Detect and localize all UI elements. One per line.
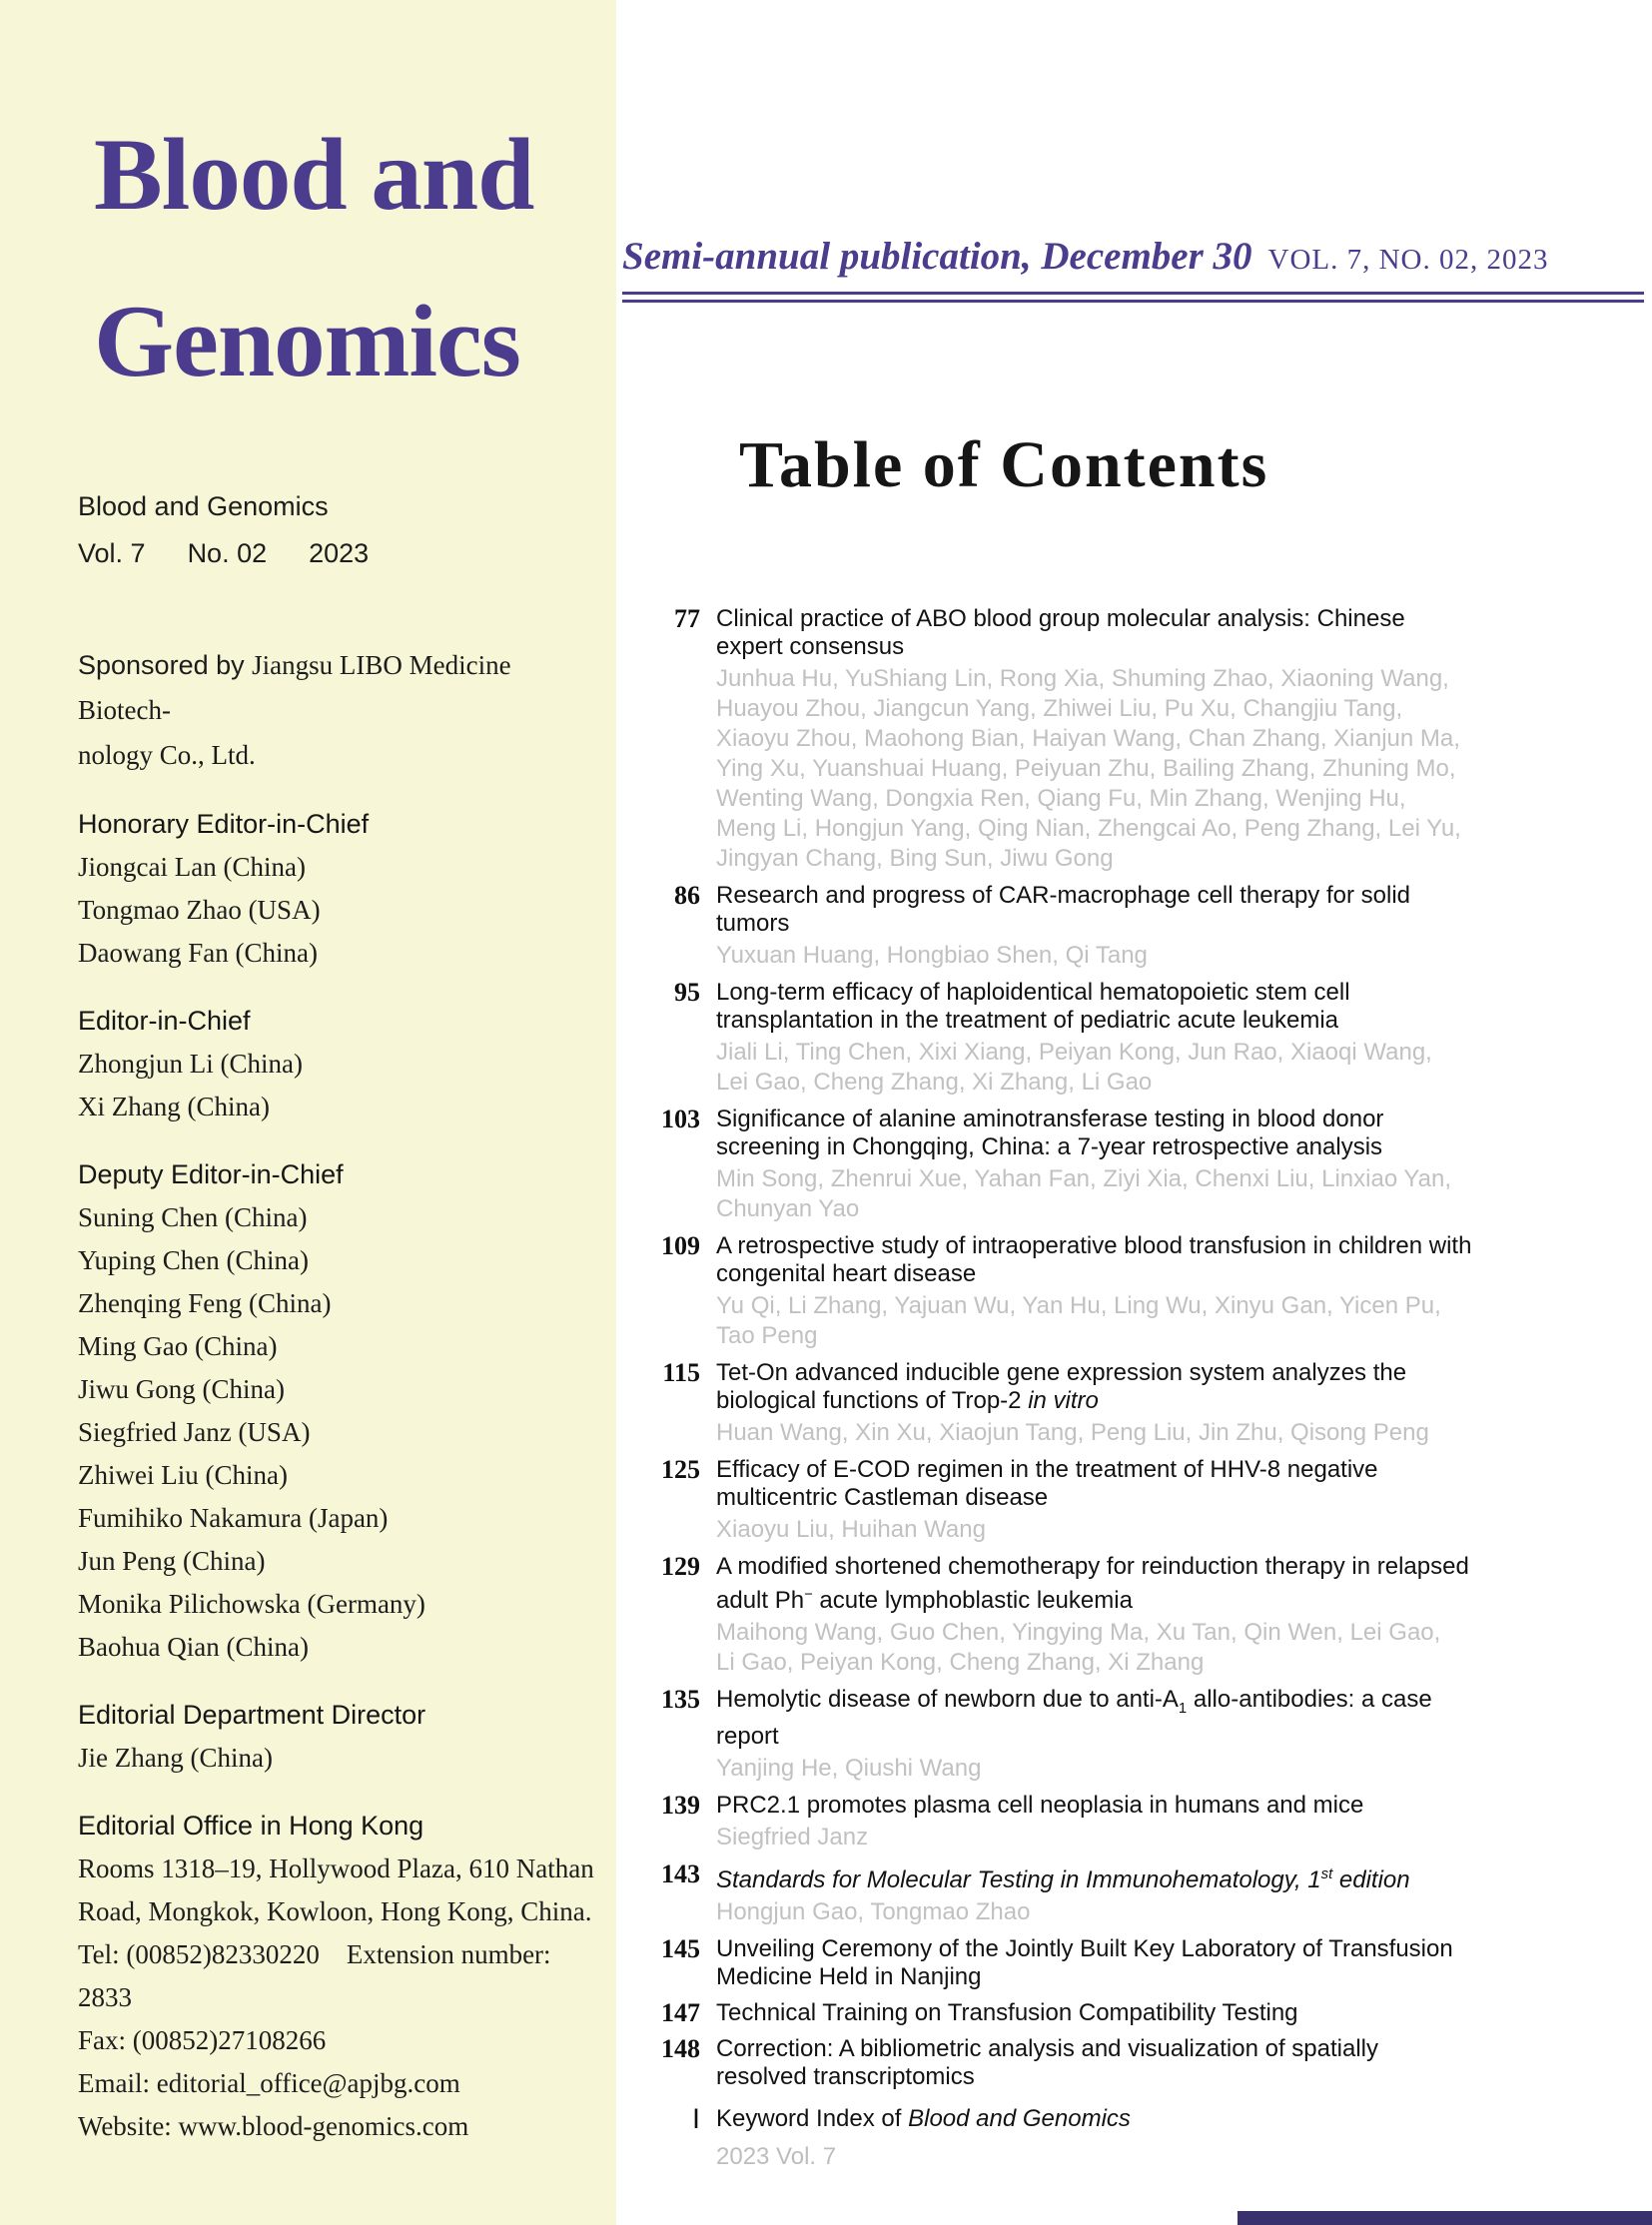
toc-author-line: Jingyan Chang, Bing Sun, Jiwu Gong (716, 845, 1114, 872)
title-segment: − (804, 1587, 813, 1603)
journal-name: Blood and Genomics (78, 490, 329, 521)
toc-entry-authors (716, 1823, 1551, 1853)
toc-entry-body (716, 2105, 1551, 2133)
title-segment: edition (1332, 1865, 1410, 1893)
toc-entry-title (716, 910, 1551, 938)
sidebar-section-line: Baohua Qian (China) (78, 1631, 309, 1662)
journal-masthead (94, 92, 598, 425)
sidebar-section-heading: Editor-in-Chief (78, 1005, 251, 1036)
title-segment: report (716, 1722, 779, 1750)
volume-number: Vol. 7 (78, 537, 146, 568)
toc-entry-title (716, 605, 1551, 633)
toc-entry-title (716, 1359, 1551, 1387)
toc-entry-title (716, 633, 1551, 661)
toc-entry-title (716, 1999, 1551, 2027)
toc-author-line: Li Gao, Peiyan Kong, Cheng Zhang, Xi Zhang (716, 1649, 1205, 1676)
sidebar-section (78, 802, 598, 975)
toc-entry-title (716, 1232, 1551, 1260)
title-segment: acute lymphoblastic leukemia (812, 1587, 1133, 1614)
title-segment: A retrospective study of intraoperative blood transfusion in children with (716, 1232, 1472, 1259)
toc-entry-title (716, 1935, 1551, 1963)
sidebar-section-line: Jiwu Gong (China) (78, 1373, 285, 1404)
toc-author-line: Min Song, Zhenrui Xue, Yahan Fan, Ziyi Xia, Chenxi Liu, Linxiao Yan, (716, 1165, 1451, 1192)
toc-author-line: Yuxuan Huang, Hongbiao Shen, Qi Tang (716, 942, 1148, 969)
title-segment: 1 (1178, 1700, 1188, 1717)
sidebar-section-line: Daowang Fan (China) (78, 937, 318, 968)
toc-entry-title (716, 1963, 1551, 1991)
title-segment: st (1320, 1865, 1333, 1882)
toc-entry (616, 1860, 1652, 1927)
title-segment: in vitro (1028, 1387, 1099, 1414)
toc-author-line: Meng Li, Hongjun Yang, Qing Nian, Zhengcai Ao, Peng Zhang, Lei Yu, (716, 815, 1461, 842)
sidebar-section-line: Jiongcai Lan (China) (78, 851, 306, 882)
toc-entry (616, 1359, 1652, 1448)
sidebar-section (78, 999, 598, 1128)
toc-page-number: 103 (661, 1105, 700, 1133)
toc-entry-title (716, 1456, 1551, 1484)
toc-entry-authors (716, 1418, 1551, 1448)
toc-author-line: Huan Wang, Xin Xu, Xiaojun Tang, Peng Liu, Jin Zhu, Qisong Peng (716, 1419, 1429, 1446)
toc-entry (616, 1935, 1652, 1991)
title-segment: Medicine Held in Nanjing (716, 1962, 982, 1990)
title-segment: resolved transcriptomics (716, 2062, 975, 2090)
sidebar-section (78, 1152, 598, 1669)
toc-entry-authors (716, 1754, 1551, 1784)
toc-page-number: 95 (674, 978, 700, 1007)
toc-author-line: Jiali Li, Ting Chen, Xixi Xiang, Peiyan Kong, Jun Rao, Xiaoqi Wang, (716, 1039, 1432, 1066)
sidebar-section-line: Monika Pilichowska (Germany) (78, 1588, 425, 1619)
toc-entry-title (716, 882, 1551, 910)
toc-entry-title (716, 2105, 1551, 2133)
title-segment: Clinical practice of ABO blood group molecular analysis: Chinese (716, 605, 1405, 632)
toc-footer-volume: 2023 Vol. 7 (716, 2142, 837, 2170)
sidebar-section-heading: Editorial Department Director (78, 1699, 426, 1730)
toc-author-line: Huayou Zhou, Jiangcun Yang, Zhiwei Liu, Pu Xu, Changjiu Tang, (716, 695, 1403, 722)
toc-entry-authors (716, 941, 1551, 971)
toc-entry-title (716, 2035, 1551, 2063)
title-segment: Keyword Index of (716, 2104, 909, 2132)
sidebar-section-line: Xi Zhang (China) (78, 1091, 270, 1121)
toc-page-number: 145 (661, 1933, 700, 1963)
sidebar-section (78, 1804, 598, 2148)
toc-entry (616, 1686, 1652, 1784)
sidebar-section-line: Zhenqing Feng (China) (78, 1287, 332, 1318)
title-segment: Technical Training on Transfusion Compatibility Testing (716, 1998, 1298, 2026)
sidebar-section-line: Email: editorial_office@apjbg.com (78, 2067, 460, 2098)
toc-author-line: Xiaoyu Liu, Huihan Wang (716, 1516, 986, 1543)
title-segment: Blood and Genomics (908, 2104, 1131, 2132)
toc-entry-title (716, 1581, 1551, 1615)
toc-entry-body (716, 1359, 1551, 1448)
sidebar-section-line: Tel: (00852)82330220 Extension number: 2833 (78, 1938, 558, 2012)
toc-page-number: 77 (674, 604, 700, 633)
toc-entry-body (716, 1999, 1551, 2027)
title-segment: Research and progress of CAR-macrophage cell therapy for solid (716, 882, 1411, 909)
sidebar-section-line: Fax: (00852)27108266 (78, 2024, 327, 2055)
toc-entry-authors (716, 1897, 1551, 1927)
sidebar-section-line: Rooms 1318–19, Hollywood Plaza, 610 Nathan (78, 1853, 594, 1883)
toc-entry (616, 1456, 1652, 1545)
main-column (616, 0, 1652, 2225)
toc-page-number: 148 (661, 2033, 700, 2063)
toc-entry-body (716, 1456, 1551, 1545)
toc-entry-authors (716, 1618, 1551, 1678)
sidebar-section-heading: Honorary Editor-in-Chief (78, 808, 370, 839)
sidebar-section-line: Tongmao Zhao (USA) (78, 894, 321, 925)
toc-page-number: 129 (661, 1552, 700, 1581)
title-segment: Efficacy of E-COD regimen in the treatment of HHV-8 negative (716, 1456, 1378, 1483)
title-segment: adult Ph (716, 1587, 805, 1614)
toc-author-line: Tao Peng (716, 1322, 818, 1349)
toc-entry-title (716, 979, 1551, 1007)
toc-entry (616, 979, 1652, 1098)
sidebar-section-line: Road, Mongkok, Kowloon, Hong Kong, China. (78, 1895, 592, 1926)
title-segment: biological functions of Trop-2 (716, 1387, 1029, 1414)
title-segment: transplantation in the treatment of pediatric acute leukemia (716, 1007, 1339, 1034)
sidebar-section-line: Zhongjun Li (China) (78, 1048, 303, 1079)
sidebar-section-line: Zhiwei Liu (China) (78, 1459, 288, 1490)
sidebar-section-heading: Deputy Editor-in-Chief (78, 1158, 344, 1189)
sidebar-section-line: Siegfried Janz (USA) (78, 1416, 311, 1447)
sidebar-section-line: Ming Gao (China) (78, 1330, 278, 1361)
sidebar-section-line: Website: www.blood-genomics.com (78, 2110, 469, 2141)
issue-number: No. 02 (187, 537, 268, 568)
toc-entry (616, 2105, 1652, 2133)
toc-page-number: 143 (661, 1858, 700, 1888)
toc-entry-body (716, 1686, 1551, 1784)
toc-entry-title (716, 1106, 1551, 1133)
toc-page-number: 109 (661, 1231, 700, 1260)
footer-bar (1238, 2211, 1652, 2225)
title-segment: Hemolytic disease of newborn due to anti-A (716, 1686, 1179, 1713)
toc-entry (616, 1232, 1652, 1351)
publication-frequency: Semi-annual publication, December 30 (622, 235, 1252, 278)
toc-page-number: 115 (662, 1358, 700, 1387)
toc-author-line: Xiaoyu Zhou, Maohong Bian, Haiyan Wang, Chan Zhang, Xianjun Ma, (716, 725, 1460, 752)
toc-entry-authors (716, 1515, 1551, 1545)
title-segment: multicentric Castleman disease (716, 1484, 1049, 1511)
header-double-rule (622, 292, 1644, 303)
toc-entry-body (716, 1106, 1551, 1224)
title-segment: expert consensus (716, 633, 905, 660)
title-segment: Standards for Molecular Testing in Immunohematology, 1 (716, 1865, 1321, 1893)
issue-header (622, 234, 1644, 303)
toc-page-number: 135 (661, 1685, 700, 1714)
toc-entry-title (716, 1860, 1551, 1894)
toc-entry-body (716, 605, 1551, 874)
toc-entry-title (716, 1723, 1551, 1751)
volume-issue-label: VOL. 7, NO. 02, 2023 (1267, 244, 1549, 276)
sidebar-section-line: Jie Zhang (China) (78, 1742, 273, 1773)
toc-author-line: Junhua Hu, YuShiang Lin, Rong Xia, Shuming Zhao, Xiaoning Wang, (716, 665, 1449, 692)
toc-page-number: 125 (661, 1455, 700, 1484)
toc-entry-authors (716, 1291, 1551, 1351)
sidebar-section-line: Fumihiko Nakamura (Japan) (78, 1502, 389, 1533)
sidebar-section (78, 1693, 598, 1780)
toc-entry-body (716, 1553, 1551, 1678)
title-segment: PRC2.1 promotes plasma cell neoplasia in humans and mice (716, 1791, 1364, 1819)
toc-page-number: 147 (661, 1997, 700, 2027)
title-segment: Long-term efficacy of haploidentical hematopoietic stem cell (716, 979, 1350, 1006)
toc-author-line: Yanjing He, Qiushi Wang (716, 1754, 982, 1782)
toc-entry-title (716, 1686, 1551, 1723)
toc-author-line: Wenting Wang, Dongxia Ren, Qiang Fu, Min Zhang, Wenjing Hu, (716, 785, 1406, 812)
toc-entry (616, 1792, 1652, 1853)
title-segment: Significance of alanine aminotransferase testing in blood donor (716, 1106, 1384, 1132)
volume-line (78, 538, 598, 569)
sidebar-section-heading: Editorial Office in Hong Kong (78, 1810, 424, 1841)
toc-entry-body (716, 882, 1551, 971)
masthead-line-2: Genomics (94, 284, 520, 398)
toc-entry-title (716, 1007, 1551, 1035)
table-of-contents (616, 429, 1652, 2171)
toc-entry (616, 605, 1652, 874)
toc-entry-body (716, 1792, 1551, 1853)
toc-entry-title (716, 1387, 1551, 1415)
title-segment: screening in Chongqing, China: a 7-year retrospective analysis (716, 1133, 1383, 1160)
toc-entry-title (716, 1792, 1551, 1820)
toc-author-line: Hongjun Gao, Tongmao Zhao (716, 1897, 1031, 1925)
toc-entries (616, 605, 1652, 2133)
title-segment: allo-antibodies: a case (1187, 1686, 1432, 1713)
toc-author-line: Chunyan Yao (716, 1195, 860, 1222)
sponsored-value-line1: Jiangsu LIBO Medicine Biotech- (78, 649, 511, 725)
toc-author-line: Yu Qi, Li Zhang, Yajuan Wu, Yan Hu, Ling Wu, Xinyu Gan, Yicen Pu, (716, 1292, 1441, 1319)
toc-entry-body (716, 1935, 1551, 1991)
toc-entry-title (716, 1133, 1551, 1161)
title-segment: congenital heart disease (716, 1260, 977, 1287)
toc-entry (616, 2035, 1652, 2091)
toc-entry-authors (716, 664, 1551, 874)
toc-author-line: Siegfried Janz (716, 1823, 869, 1851)
title-segment: Tet-On advanced inducible gene expression system analyzes the (716, 1359, 1407, 1386)
toc-entry-authors (716, 1038, 1551, 1098)
toc-page-number: Ⅰ (692, 2103, 700, 2134)
sidebar-section-line: Jun Peng (China) (78, 1545, 266, 1576)
issue-header-line (622, 234, 1644, 279)
toc-page-number: 139 (661, 1790, 700, 1820)
toc-entry (616, 1106, 1652, 1224)
toc-entry-body (716, 1860, 1551, 1927)
toc-entry-title (716, 1484, 1551, 1512)
toc-entry-body (716, 2035, 1551, 2091)
toc-entry-body (716, 979, 1551, 1098)
toc-heading: Table of Contents (739, 428, 1269, 501)
toc-entry (616, 1999, 1652, 2027)
masthead-line-1: Blood and (94, 118, 534, 232)
toc-entry-body (716, 1232, 1551, 1351)
toc-entry-title (716, 2063, 1551, 2091)
toc-author-line: Lei Gao, Cheng Zhang, Xi Zhang, Li Gao (716, 1069, 1153, 1096)
toc-entry-authors (716, 1164, 1551, 1224)
year: 2023 (309, 537, 370, 568)
sidebar-sections (78, 802, 598, 2148)
sponsored-by (78, 643, 598, 778)
toc-entry-title (716, 1553, 1551, 1581)
sidebar (0, 0, 616, 2225)
toc-entry (616, 1553, 1652, 1678)
toc-author-line: Maihong Wang, Guo Chen, Yingying Ma, Xu Tan, Qin Wen, Lei Gao, (716, 1619, 1441, 1646)
title-segment: tumors (716, 910, 790, 937)
title-segment: Correction: A bibliometric analysis and visualization of spatially (716, 2034, 1378, 2062)
sponsored-value-line2: nology Co., Ltd. (78, 739, 256, 770)
sidebar-section-line: Yuping Chen (China) (78, 1244, 309, 1275)
title-segment: A modified shortened chemotherapy for reinduction therapy in relapsed (716, 1553, 1469, 1580)
toc-entry-title (716, 1260, 1551, 1288)
title-segment: Unveiling Ceremony of the Jointly Built Key Laboratory of Transfusion (716, 1934, 1453, 1962)
toc-entry (616, 882, 1652, 971)
sponsored-label: Sponsored by (78, 649, 245, 680)
toc-author-line: Ying Xu, Yuanshuai Huang, Peiyuan Zhu, Bailing Zhang, Zhuning Mo, (716, 755, 1456, 782)
toc-page-number: 86 (674, 881, 700, 910)
sidebar-section-line: Suning Chen (China) (78, 1201, 308, 1232)
